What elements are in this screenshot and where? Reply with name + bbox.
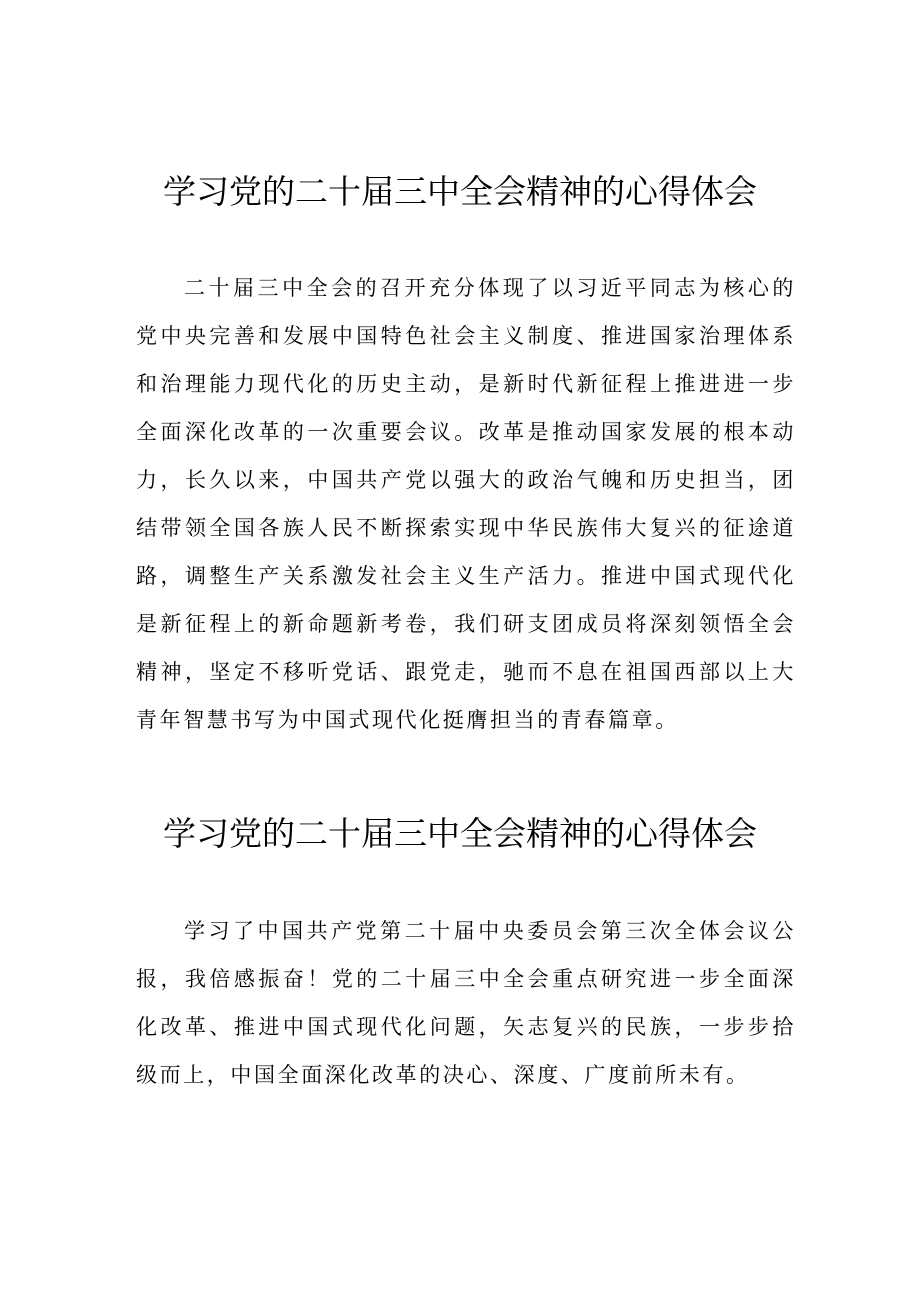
article-section-1	[0, 170, 920, 732]
article-section-2	[0, 812, 920, 1087]
section-paragraph: 学习了中国共产党第二十届中央委员会第三次全体会议公报，我倍感振奋！党的二十届三中全会重点研究进一步全面深化改革、推进中国式现代化问题，矢志复兴的民族，一步步拾级而上，中国全面深化改革的决心、深度、广度前所未有。	[136, 919, 796, 1087]
section-title: 学习党的二十届三中全会精神的心得体会	[163, 172, 757, 211]
section-title: 学习党的二十届三中全会精神的心得体会	[163, 814, 757, 853]
section-paragraph: 二十届三中全会的召开充分体现了以习近平同志为核心的党中央完善和发展中国特色社会主义制度、推进国家治理体系和治理能力现代化的历史主动，是新时代新征程上推进进一步全面深化改革的一次重要会议。改革是推动国家发展的根本动力，长久以来，中国共产党以强大的政治气魄和历史担当，团结带领全国各族人民不断探索实现中华民族伟大复兴的征途道路，调整生产关系激发社会主义生产活力。推进中国式现代化是新征程上的新命题新考卷，我们研支团成员将深刻领悟全会精神，坚定不移听党话、跟党走，驰而不息在祖国西部以上大青年智慧书写为中国式现代化挺膺担当的青春篇章。	[136, 276, 796, 732]
